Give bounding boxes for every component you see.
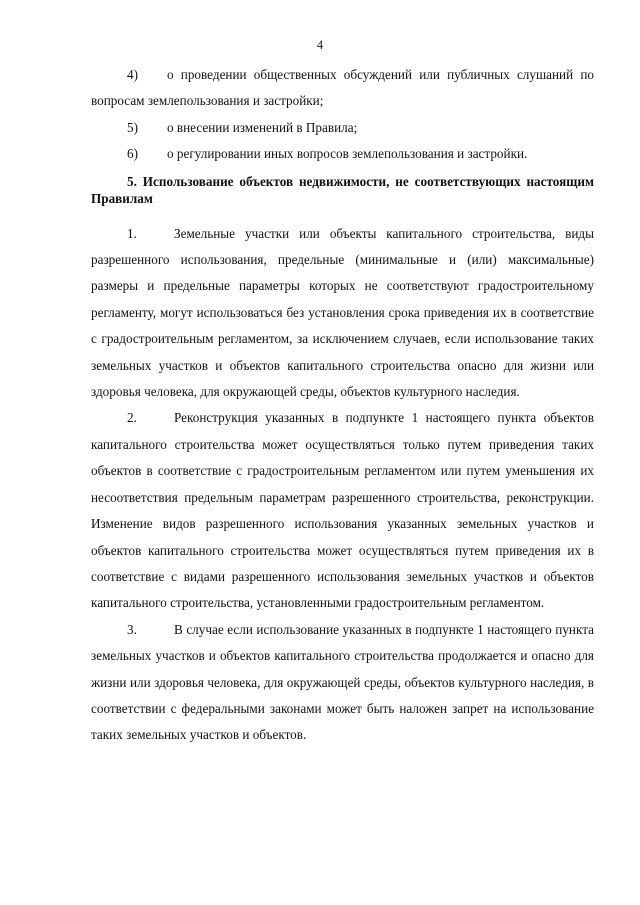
list-item bbox=[91, 62, 594, 115]
paragraph-number: 3. bbox=[127, 621, 137, 637]
list-item-text: о проведении общественных обсуждений или публичных слушаний по вопросам землепользования и застройки; bbox=[91, 67, 594, 109]
list-item bbox=[91, 115, 594, 141]
paragraph-text: Реконструкция указанных в подпункте 1 настоящего пункта объектов капитального строительства может осуществляться только путем приведения таких объектов в соответствие с градостроительным регламентом или путем уменьшения их несоответствия предельным параметрам разрешенного строительства, реконструкции. Изменение видов разрешенного использования указанных земельных участков и объектов капитального строительства может осуществляться путем приведения их в соответствие с видами разрешенного использования земельных участков и объектов капитального строительства, установленными градостроительным регламентом. bbox=[91, 410, 594, 611]
paragraph-text: В случае если использование указанных в подпункте 1 настоящего пункта земельных участков и объектов капитального строительства продолжается и опасно для жизни или здоровья человека, для окружающей среды, объектов культурного наследия, в соответствии с федеральными законами может быть наложен запрет на использование таких земельных участков и объектов. bbox=[91, 621, 594, 743]
list-item bbox=[91, 141, 594, 167]
paragraph-number: 1. bbox=[127, 225, 137, 241]
paragraph bbox=[91, 221, 594, 406]
list-item-text: о регулировании иных вопросов землепользования и застройки. bbox=[167, 146, 528, 162]
list-item-text: о внесении изменений в Правила; bbox=[167, 119, 358, 135]
section-heading: 5. Использование объектов недвижимости, не соответствующих настоящим Правилам bbox=[91, 173, 594, 206]
paragraph-text: Земельные участки или объекты капитального строительства, виды разрешенного использования, предельные (минимальные и (или) максимальные) размеры и предельные параметры которых не соответствуют градостроительному регламенту, могут использоваться без установления срока приведения их в соответствие с градостроительным регламентом, за исключением случаев, если использование таких земельных участков и объектов капитального строительства опасно для жизни или здоровья человека, для окружающей среды, объектов культурного наследия. bbox=[91, 225, 594, 400]
page-number: 4 bbox=[316, 38, 324, 52]
document-body bbox=[91, 62, 594, 749]
paragraph bbox=[91, 617, 594, 749]
list-item-number: 6) bbox=[127, 146, 138, 162]
list-item-number: 5) bbox=[127, 119, 138, 135]
paragraph-number: 2. bbox=[127, 410, 137, 426]
list-item-number: 4) bbox=[127, 67, 138, 82]
paragraph bbox=[91, 405, 594, 616]
